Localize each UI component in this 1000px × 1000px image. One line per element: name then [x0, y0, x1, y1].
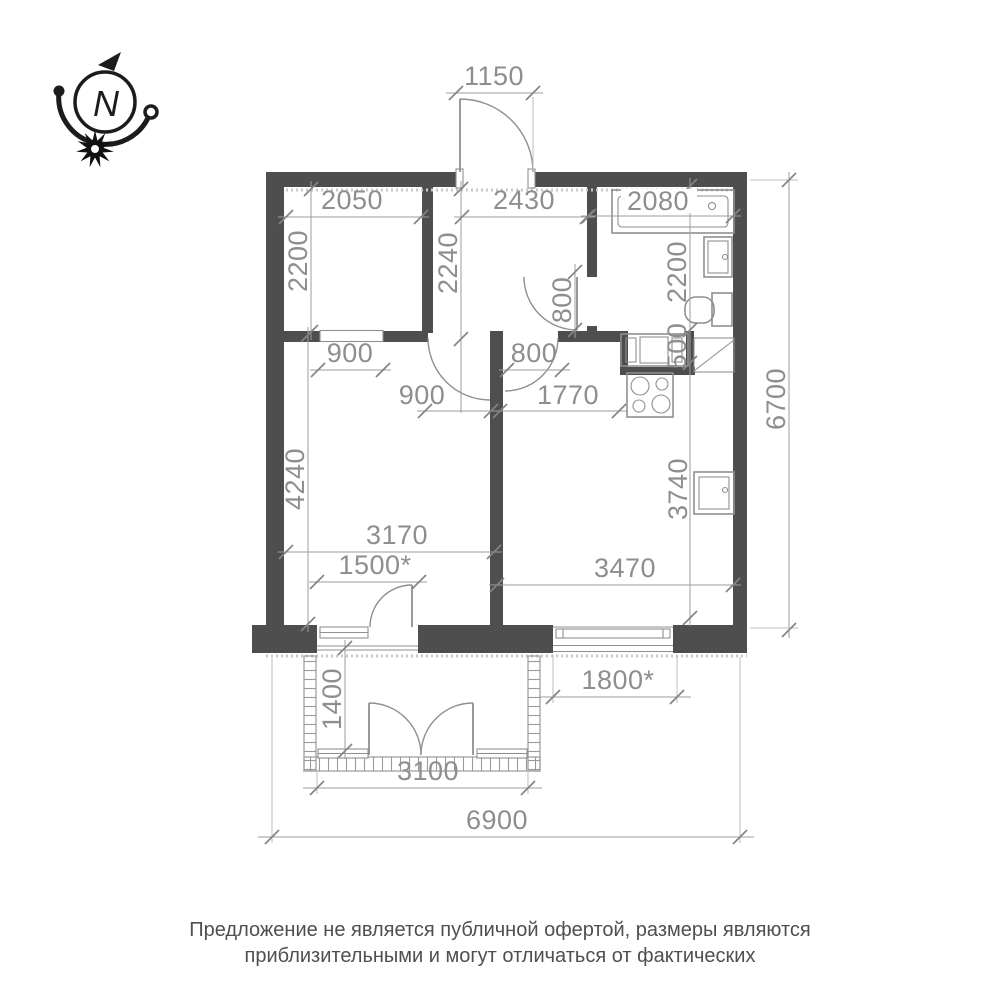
stove-burner-2 — [656, 378, 668, 390]
dim-living-width: 3170 — [365, 520, 429, 550]
dim-hall-depth: 2240 — [433, 231, 463, 295]
dim-balcony-width: 3100 — [396, 756, 460, 786]
kitchen-window-frame — [556, 629, 670, 638]
dim-niche-depth: 500 — [662, 322, 692, 370]
dim-kitchen-width: 3470 — [593, 553, 657, 583]
dim-hall-width: 2430 — [492, 185, 556, 215]
dim-bedroom-depth: 2200 — [283, 229, 313, 293]
dim-total-width: 6900 — [465, 805, 529, 835]
dim-kitchen-window: 1800* — [581, 665, 655, 695]
dim-kitchen-depth: 3740 — [663, 457, 693, 521]
dim-kitchen-nook: 1770 — [536, 380, 600, 410]
compass-north-indicator — [54, 52, 158, 167]
dim-entry-door: 1150 — [463, 61, 525, 91]
balcony-glazing-right — [528, 656, 540, 771]
bathtub-drain — [709, 203, 716, 210]
dim-balcony-door: 1500* — [338, 550, 412, 580]
entry-door-swing — [460, 99, 533, 172]
dim-living-depth: 4240 — [280, 447, 310, 511]
dim-total-height: 6700 — [761, 367, 791, 431]
dim-pass-opening: 900 — [326, 338, 374, 368]
vent-shaft-diagonal — [694, 340, 734, 371]
dim-kitchen-door: 800 — [510, 338, 558, 368]
french-door-left-swing — [369, 703, 421, 755]
kitchen-sink-faucet — [723, 488, 728, 493]
toilet-tank — [712, 293, 732, 326]
footer-disclaimer — [189, 919, 810, 967]
compass-dot-open — [145, 106, 157, 118]
compass-arrow-icon — [98, 52, 121, 71]
dim-balcony-depth: 1400 — [317, 667, 347, 731]
bath-sink-inner — [708, 241, 728, 273]
disclaimer-line-1: Предложение не является публичной офертой, размеры являются — [189, 919, 811, 941]
dim-bath-width: 2080 — [626, 186, 690, 216]
compass-dot-filled — [54, 86, 65, 97]
french-door-right-swing — [421, 703, 473, 755]
dim-living-door: 900 — [398, 380, 446, 410]
dim-bath-door: 800 — [547, 276, 577, 324]
bath-sink-faucet — [723, 255, 728, 260]
compass-north-label: N — [93, 83, 119, 124]
stove-burner-1 — [631, 377, 649, 395]
compass-sun-center — [91, 145, 99, 153]
balcony-glazing-left — [304, 656, 316, 771]
dim-bedroom-width: 2050 — [320, 185, 384, 215]
kitchen-sink — [694, 472, 734, 514]
disclaimer-line-2: приблизительными и могут отличаться от фактических — [244, 945, 756, 967]
stove-burner-3 — [633, 400, 645, 412]
balcony-door-swing — [370, 585, 412, 627]
stove-burner-4 — [652, 395, 670, 413]
dim-bath-depth: 2200 — [662, 240, 692, 304]
